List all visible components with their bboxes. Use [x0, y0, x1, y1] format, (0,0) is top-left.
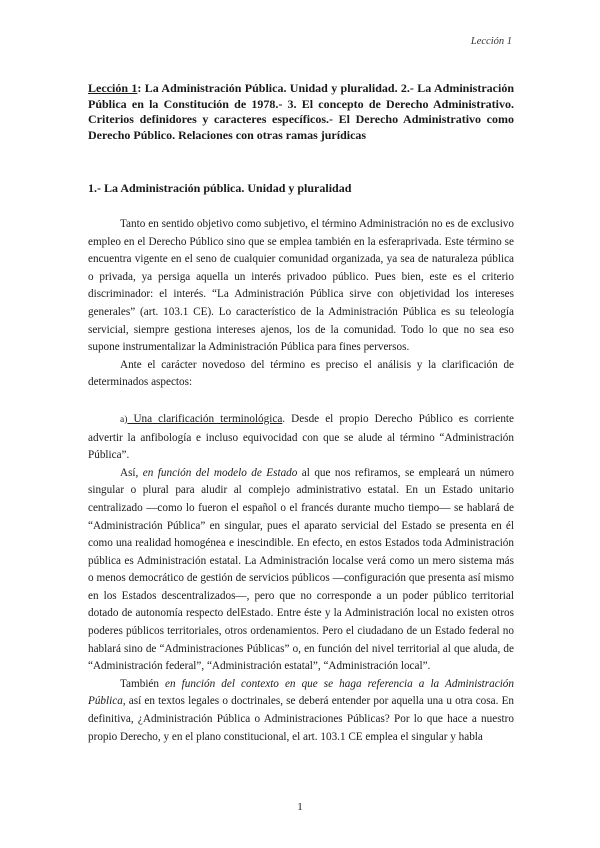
paragraph-3-text: al que nos refiramos, se empleará un número singular o plural para aludir al complejo administrativo estatal. En un Estado unitario centralizado —como lo fueron el español o el francés durante mucho tiempo— se hablará de “Administración Pública” en singular, pues el aparato servicial del Estado se presenta en él como una realidad homogénea e inescindible. En efecto, en estos Estados toda Administración pública es Administración estatal. La Administración localse verá como un mero sistema más o menos democrático de gestión de servicios públicos —configuración que presenta así mismo en los Estados descentralizados—, pero que no corresponde a un poder público territorial dotado de autonomía respecto delEstado. Entre éste y la Administración local no existen otros poderes públicos territoriales, otros ordenamientos. Pero el ciudadano de un Estado federal no hablará sino de “Administraciones Públicas” o, en función del nivel territorial al que aluda, de “Administración federal”, “Administración estatal”, “Administración local”.: [88, 466, 514, 673]
paragraph-1: Tanto en sentido objetivo como subjetivo, el término Administración no es de exclusivo empleo en el Derecho Público sino que se emplea también en la esferaprivada. Este término se encuentra vigente en el seno de cualquier comunidad organizada, ya sea de naturaleza pública o privada, ya persiga aquella un interés privadoo público. Pues bien, este es el criterio discriminador: el interés. “La Administración Pública sirve con objetividad los intereses generales” (art. 103.1 CE). Lo característico de la Administración Pública es su teleología servicial, siempre gestiona intereses ajenos, los de la comunidad. Todo lo que no sea eso supone instrumentalizar la Administración Pública para fines perversos.: [88, 218, 514, 354]
paragraph-4-text: , así en textos legales o doctrinales, se deberá entender por aquella una u otra cosa. En definitiva, ¿Administración Pública o Administraciones Públicas? Por lo que hace a nuestro propio Derecho, y en el plano constitucional, el art. 103.1 CE emplea el singular y habla: [88, 695, 514, 743]
page-number: 1: [297, 801, 303, 813]
paragraph-3-lead: Así,: [120, 466, 143, 479]
paragraph-3-emphasis: en función del modelo de Estado: [142, 466, 298, 479]
item-a-term: Una clarificación terminológica: [127, 412, 283, 425]
lesson-title: [88, 81, 514, 143]
item-a-marker: a): [120, 414, 128, 425]
body-text: [88, 216, 514, 746]
lesson-title-prefix: Lección 1: [88, 81, 138, 95]
paragraph-2: Ante el carácter novedoso del término es preciso el análisis y la clarificación de determinados aspectos:: [88, 358, 514, 389]
paragraph-3: [88, 465, 514, 676]
paragraph-4-emphasis: en función del contexto en que se haga referencia a la Administración Pública: [88, 677, 514, 708]
section-heading: 1.- La Administración pública. Unidad y pluralidad: [88, 181, 352, 195]
paragraph-4-lead: También: [120, 677, 166, 690]
paragraph-gap: [88, 392, 514, 411]
item-a: [88, 411, 514, 465]
lesson-title-text: : La Administración Pública. Unidad y pluralidad. 2.- La Administración Pública en la Constitución de 1978.- 3. El concepto de Derecho Administrativo. Criterios definidores y caracteres específicos.- El Derecho Administrativo como Derecho Público. Relaciones con otras ramas jurídicas: [88, 81, 514, 142]
paragraph-4: [88, 676, 514, 746]
item-a-text: . Desde el propio Derecho Público es corriente advertir la anfibología e incluso equivocidad con que se alude al término “Administración Pública”.: [88, 412, 515, 462]
running-header: Lección 1: [470, 36, 512, 47]
